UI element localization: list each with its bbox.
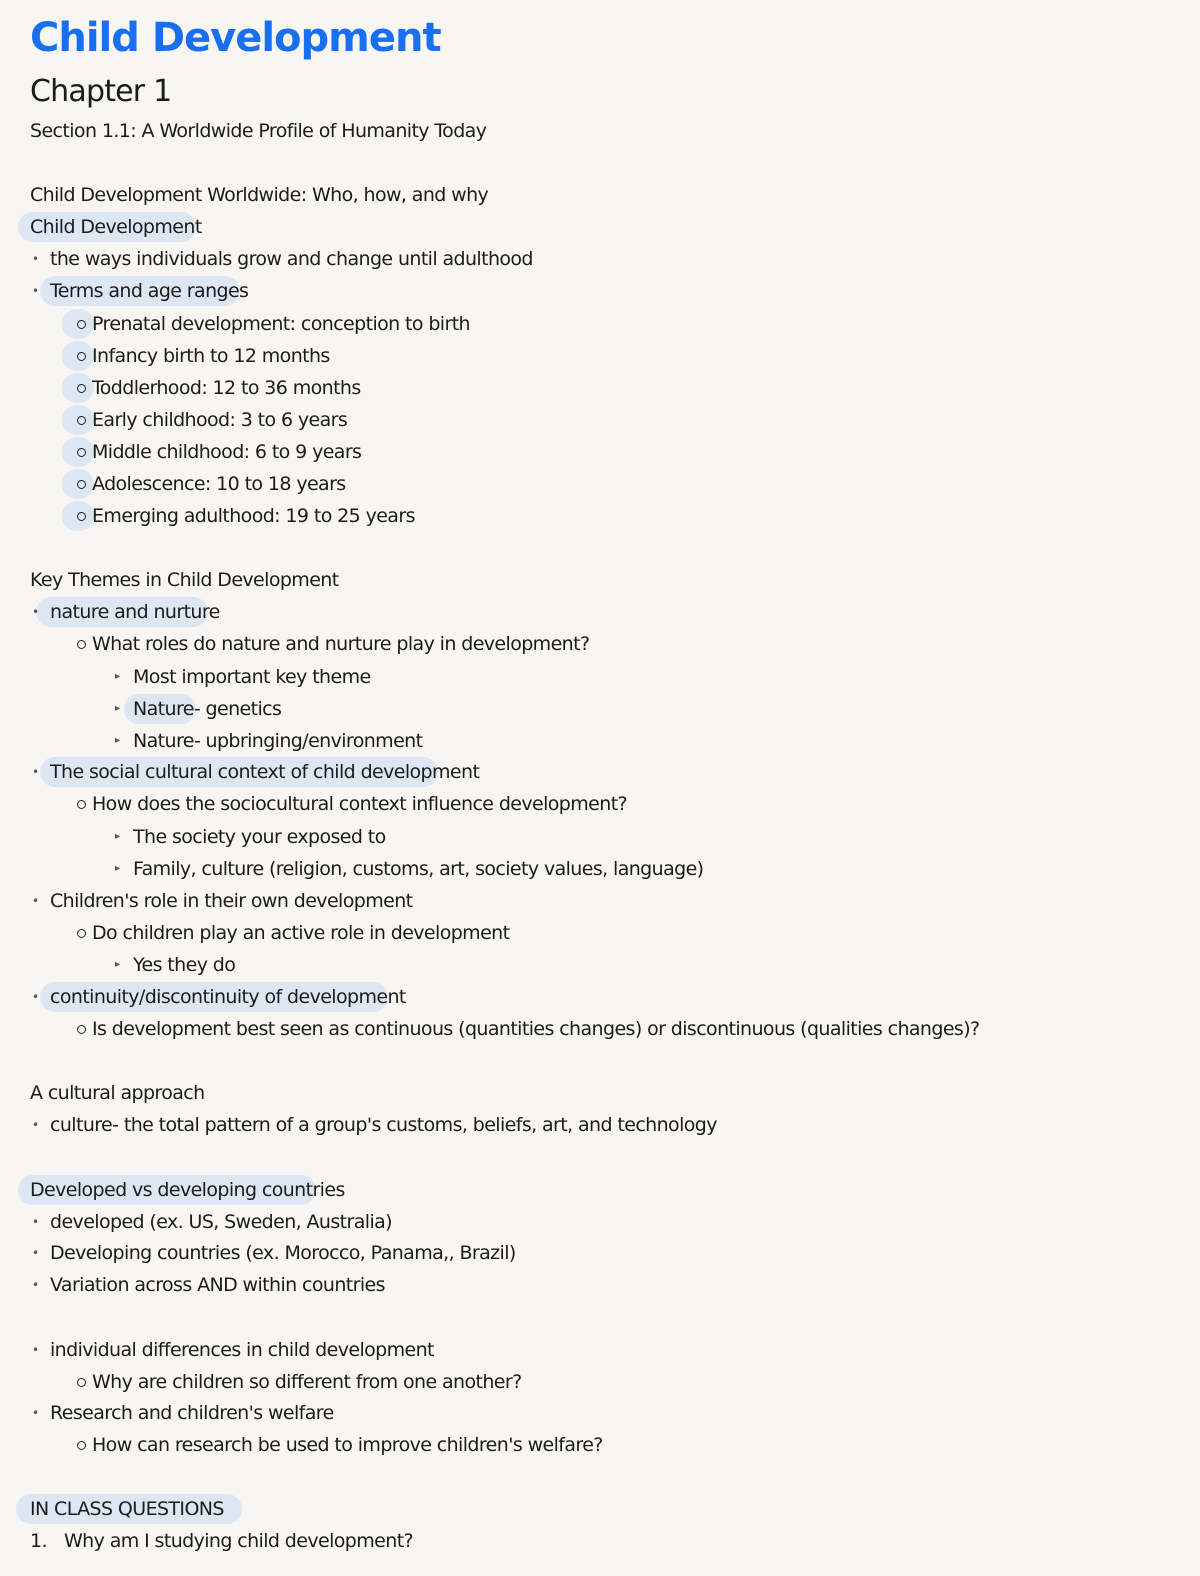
age-range-item: Middle childhood: 6 to 9 years: [92, 441, 362, 463]
age-range-item: Toddlerhood: 12 to 36 months: [92, 377, 361, 399]
question-number: 1.: [30, 1530, 47, 1552]
list-item: ▸ Most important key theme: [133, 664, 371, 690]
list-item: • The social cultural context of child development: [50, 759, 479, 785]
list-item: • developed (ex. US, Sweden, Australia): [50, 1209, 392, 1235]
list-item: How can research be used to improve children's welfare?: [92, 1434, 603, 1456]
age-range-item: Adolescence: 10 to 18 years: [92, 473, 346, 495]
list-item: ▸ Nature- genetics: [133, 696, 281, 722]
list-item: • Variation across AND within countries: [50, 1272, 385, 1298]
key-themes-heading: Key Themes in Child Development: [30, 569, 339, 591]
culture-term: culture-: [50, 1114, 119, 1136]
list-item: Is development best seen as continuous (quantities changes) or discontinuous (qualities changes)?: [92, 1018, 980, 1040]
list-item: [50, 1112, 717, 1138]
list-item: ▸ Yes they do: [133, 952, 235, 978]
list-item: • Research and children's welfare: [50, 1400, 334, 1426]
list-item: How does the sociocultural context influence development?: [92, 793, 628, 815]
list-item: ▸ Family, culture (religion, customs, art, society values, language): [133, 856, 704, 882]
age-range-item: Infancy birth to 12 months: [92, 345, 330, 367]
list-item: Do children play an active role in development: [92, 922, 510, 944]
list-item: • Children's role in their own development: [50, 888, 413, 914]
list-item: • nature and nurture: [50, 599, 220, 625]
list-item: Why are children so different from one another?: [92, 1371, 522, 1393]
section-heading: Section 1.1: A Worldwide Profile of Humanity Today: [30, 120, 487, 142]
page-title: Child Development: [30, 15, 441, 61]
list-item: What roles do nature and nurture play in development?: [92, 633, 590, 655]
list-item: • Developing countries (ex. Morocco, Panama,, Brazil): [50, 1240, 516, 1266]
age-range-item: Emerging adulthood: 19 to 25 years: [92, 505, 415, 527]
worldwide-heading: Child Development Worldwide: Who, how, and why: [30, 184, 489, 206]
list-item: ▸ The society your exposed to: [133, 824, 386, 850]
cd-heading: Child Development: [30, 216, 202, 238]
list-item: • the ways individuals grow and change until adulthood: [50, 246, 533, 272]
list-item: • Terms and age ranges: [50, 278, 248, 304]
question-text: Why am I studying child development?: [64, 1530, 414, 1552]
list-item: ▸ Nature- upbringing/environment: [133, 728, 422, 754]
list-item: • individual differences in child development: [50, 1337, 434, 1363]
question-item: [30, 1528, 414, 1554]
list-item: • continuity/discontinuity of development: [50, 984, 406, 1010]
developed-heading: Developed vs developing countries: [30, 1179, 345, 1201]
in-class-heading: IN CLASS QUESTIONS: [30, 1498, 224, 1520]
age-range-item: Early childhood: 3 to 6 years: [92, 409, 348, 431]
cultural-heading: A cultural approach: [30, 1082, 205, 1104]
age-range-item: Prenatal development: conception to birth: [92, 313, 470, 335]
chapter-heading: Chapter 1: [30, 74, 172, 109]
culture-definition: the total pattern of a group's customs, beliefs, art, and technology: [123, 1114, 717, 1136]
